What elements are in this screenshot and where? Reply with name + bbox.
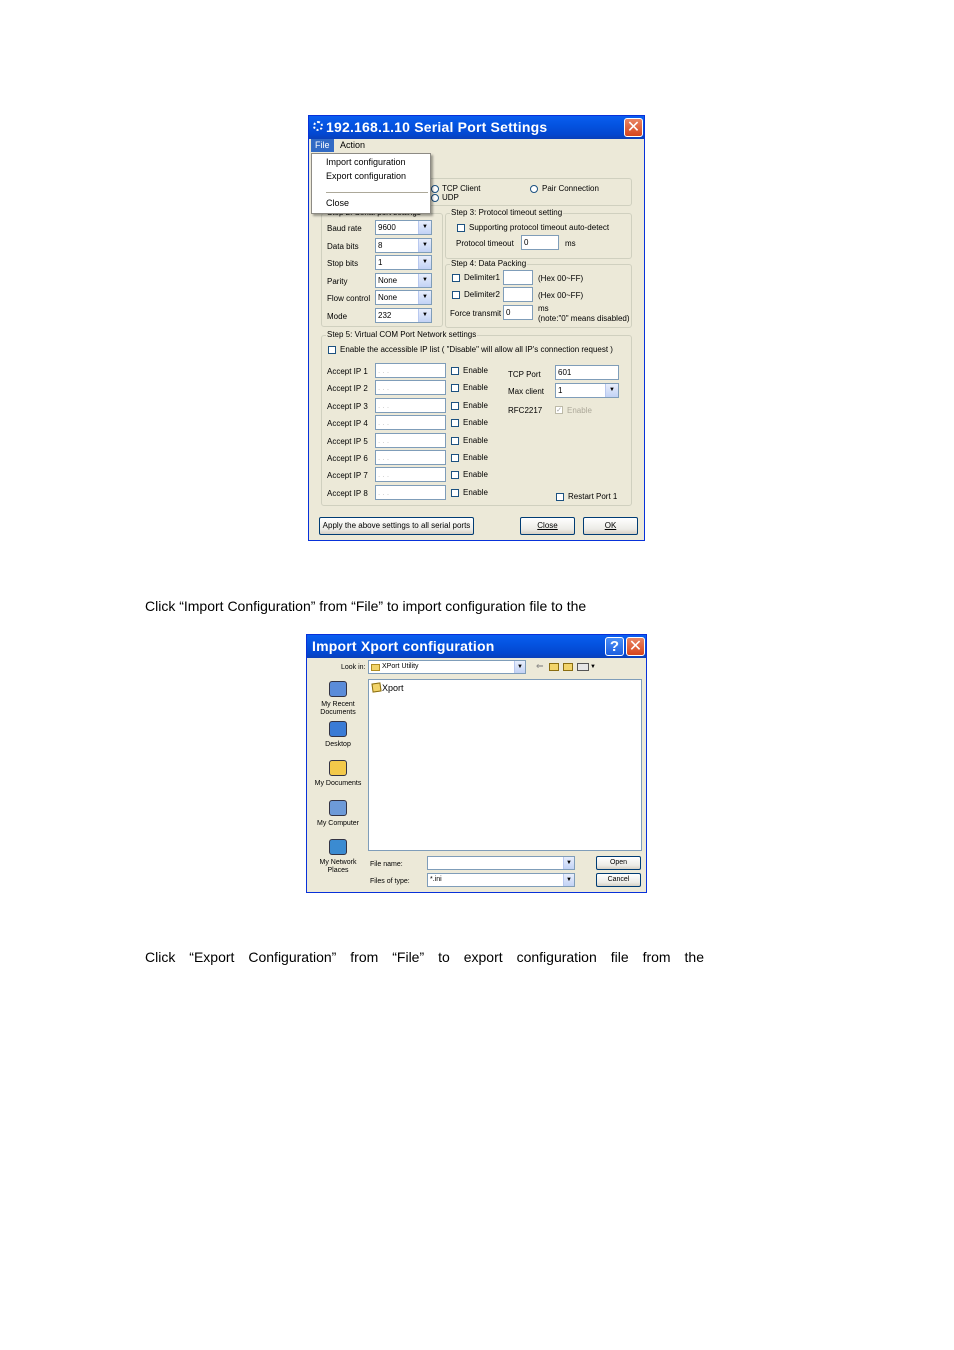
accept-ip-label: Accept IP 5 [327, 436, 368, 446]
protocol-timeout-label: Protocol timeout [456, 239, 514, 248]
my-computer-icon [329, 800, 347, 816]
flow-control-label: Flow control [327, 294, 371, 303]
import-dialog-window [306, 634, 647, 893]
force-unit: ms [538, 304, 549, 313]
ok-button[interactable]: OK [583, 517, 638, 535]
enable-ip-list-checkbox[interactable] [328, 346, 336, 354]
accept-ip-enable-label: Enable [463, 453, 488, 462]
accept-ip-input[interactable]: . . . [375, 363, 446, 378]
mode-label: Mode [327, 312, 348, 321]
accept-ip-enable-checkbox[interactable] [451, 437, 459, 445]
title-bar[interactable] [309, 116, 644, 139]
apply-all-button[interactable]: Apply the above settings to all serial ports [319, 517, 474, 535]
up-folder-icon[interactable] [549, 663, 559, 671]
tcp-port-input[interactable]: 601 [555, 365, 619, 380]
file-type-label: Files of type: [370, 878, 410, 885]
accept-ip-input[interactable]: . . . [375, 485, 446, 500]
title-bar[interactable] [307, 635, 646, 658]
file-icon [371, 682, 381, 692]
chevron-down-icon: ▼ [418, 256, 431, 269]
tcp-client-label: TCP Client [442, 184, 481, 193]
recent-documents-icon [329, 681, 347, 697]
chevron-down-icon: ▼ [514, 661, 525, 673]
accept-ip-enable-label: Enable [463, 435, 488, 445]
delimiter2-checkbox[interactable] [452, 291, 460, 299]
look-in-select[interactable]: XPort Utility ▼ [368, 660, 526, 674]
tcp-port-label: TCP Port [508, 370, 541, 379]
accept-ip-enable-label: Enable [463, 470, 488, 480]
accept-ip-enable-checkbox[interactable] [451, 489, 459, 497]
udp-label: UDP [442, 193, 459, 202]
accept-ip-input[interactable]: . . . [375, 398, 446, 413]
chevron-down-icon: ▼ [418, 309, 431, 322]
window-title: 192.168.1.10 Serial Port Settings [326, 119, 548, 135]
step3-title: Step 3: Protocol timeout setting [451, 208, 563, 217]
close-icon[interactable]: ✕ [624, 118, 643, 137]
cancel-button[interactable]: Cancel [596, 873, 641, 887]
mode-select[interactable]: 232 ▼ [375, 308, 432, 323]
file-dropdown-menu [311, 153, 431, 214]
file-name-input[interactable] [427, 856, 575, 870]
delimiter2-input[interactable] [503, 287, 533, 302]
accept-ip-enable-checkbox[interactable] [451, 419, 459, 427]
place-my-documents[interactable]: My Documents [314, 780, 362, 787]
chevron-down-icon: ▼ [418, 274, 431, 287]
menu-file[interactable]: File [311, 139, 334, 152]
pair-connection-radio[interactable] [530, 185, 538, 193]
file-name-label: File name: [370, 861, 403, 868]
menu-separator [326, 192, 428, 193]
max-client-select[interactable]: 1 ▼ [555, 383, 619, 398]
chevron-down-icon: ▼ [605, 384, 618, 397]
folder-icon [371, 664, 380, 671]
max-client-label: Max client [508, 387, 545, 396]
step5-title: Step 5: Virtual COM Port Network settings [327, 330, 477, 339]
auto-detect-checkbox[interactable] [457, 224, 465, 232]
tcp-client-radio[interactable] [431, 185, 439, 193]
accept-ip-enable-label: Enable [463, 400, 488, 410]
accept-ip-input[interactable]: . . . [375, 433, 446, 448]
force-transmit-label: Force transmit [450, 309, 502, 318]
instruction-export: Click “Export Configuration” from “File” to export configuration file from the [145, 949, 704, 965]
instruction-import: Click “Import Configuration” from “File” to import configuration file to the [145, 598, 587, 614]
rfc2217-label: RFC2217 [508, 406, 543, 415]
delimiter1-hex: (Hex 00~FF) [538, 274, 584, 283]
place-my-computer[interactable]: My Computer [316, 819, 359, 827]
protocol-timeout-input[interactable]: 0 [521, 235, 559, 250]
place-recent-documents[interactable]: My Recent Documents [320, 701, 356, 716]
rfc2217-enable-label: Enable [567, 406, 592, 415]
file-list[interactable] [368, 679, 642, 851]
chevron-down-icon: ▼ [563, 874, 574, 886]
restart-port-checkbox[interactable] [556, 493, 564, 501]
data-bits-select[interactable]: 8 ▼ [375, 238, 432, 253]
pair-connection-label: Pair Connection [542, 184, 599, 193]
accept-ip-enable-label: Enable [463, 366, 488, 375]
menu-item-export[interactable]: Export configuration [326, 171, 407, 181]
accept-ip-enable-checkbox[interactable] [451, 384, 459, 392]
force-transmit-input[interactable]: 0 [503, 305, 533, 320]
chevron-down-icon: ▼ [418, 221, 431, 234]
timeout-unit: ms [565, 239, 576, 248]
accept-ip-enable-label: Enable [463, 418, 488, 428]
baud-rate-select[interactable]: 9600 ▼ [375, 220, 432, 235]
restart-port-label: Restart Port 1 [568, 492, 618, 501]
file-type-select[interactable]: *.ini ▼ [427, 873, 575, 887]
accept-ip-input[interactable]: . . . [375, 415, 446, 430]
delimiter2-label: Delimiter2 [464, 290, 501, 299]
chevron-down-icon[interactable]: ▼ [590, 664, 596, 670]
chevron-down-icon: ▼ [563, 857, 574, 869]
stop-bits-select[interactable]: 1 ▼ [375, 255, 432, 270]
accept-ip-input[interactable]: . . . [375, 467, 446, 482]
stop-bits-label: Stop bits [327, 259, 359, 268]
accept-ip-enable-checkbox[interactable] [451, 454, 459, 462]
parity-label: Parity [327, 277, 348, 286]
accept-ip-label: Accept IP 2 [327, 384, 368, 394]
accept-ip-input[interactable]: . . . [375, 380, 446, 395]
new-folder-icon[interactable] [563, 663, 573, 671]
accept-ip-enable-checkbox[interactable] [451, 471, 459, 479]
serial-port-settings-window [308, 115, 645, 541]
delimiter1-label: Delimiter1 [464, 273, 501, 282]
menu-item-import[interactable]: Import configuration [326, 157, 406, 167]
udp-radio[interactable] [431, 194, 439, 202]
chevron-down-icon: ▼ [418, 291, 431, 304]
file-item-xport[interactable]: Xport [382, 683, 404, 693]
look-in-label: Look in: [341, 664, 366, 671]
close-button[interactable]: Close [520, 517, 575, 535]
window-title: Import Xport configuration [312, 638, 495, 654]
open-button[interactable]: Open [596, 856, 641, 870]
chevron-down-icon: ▼ [418, 239, 431, 252]
menu-bar [309, 139, 644, 153]
accept-ip-label: Accept IP 1 [327, 367, 368, 376]
auto-detect-label: Supporting protocol timeout auto-detect [469, 223, 610, 232]
desktop-icon [329, 721, 347, 737]
enable-ip-list-label: Enable the accessible IP list ( "Disable" will allow all IP's connection request ) [340, 345, 613, 354]
back-icon[interactable]: ⇐ [536, 661, 544, 671]
accept-ip-label: Accept IP 4 [327, 419, 368, 429]
close-icon[interactable]: ✕ [626, 637, 645, 656]
rfc2217-checkbox[interactable]: ✓ [556, 407, 562, 414]
accept-ip-enable-checkbox[interactable] [451, 402, 459, 410]
view-menu-icon[interactable] [577, 663, 589, 671]
menu-item-close[interactable]: Close [326, 198, 350, 208]
place-my-network-places[interactable]: My Network Places [319, 859, 357, 874]
accept-ip-input[interactable]: . . . [375, 450, 446, 465]
my-documents-icon [329, 760, 347, 776]
delimiter1-checkbox[interactable] [452, 274, 460, 282]
accept-ip-enable-label: Enable [463, 383, 488, 393]
place-desktop[interactable]: Desktop [325, 740, 351, 748]
data-bits-label: Data bits [327, 242, 359, 251]
menu-action[interactable]: Action [340, 140, 366, 150]
accept-ip-label: Accept IP 6 [327, 454, 368, 463]
delimiter2-hex: (Hex 00~FF) [538, 291, 584, 300]
help-icon[interactable]: ? [605, 637, 624, 656]
force-note: (note:"0" means disabled) [538, 314, 630, 323]
my-network-places-icon [329, 839, 347, 855]
accept-ip-label: Accept IP 8 [327, 488, 368, 498]
app-icon [313, 121, 323, 131]
accept-ip-enable-label: Enable [463, 487, 488, 497]
accept-ip-label: Accept IP 3 [327, 401, 368, 411]
delimiter1-input[interactable] [503, 270, 533, 285]
accept-ip-label: Accept IP 7 [327, 471, 368, 481]
parity-select[interactable]: None ▼ [375, 273, 432, 288]
accept-ip-enable-checkbox[interactable] [451, 367, 459, 375]
flow-control-select[interactable]: None ▼ [375, 290, 432, 305]
step4-title: Step 4: Data Packing [451, 259, 527, 268]
baud-rate-label: Baud rate [327, 224, 362, 233]
